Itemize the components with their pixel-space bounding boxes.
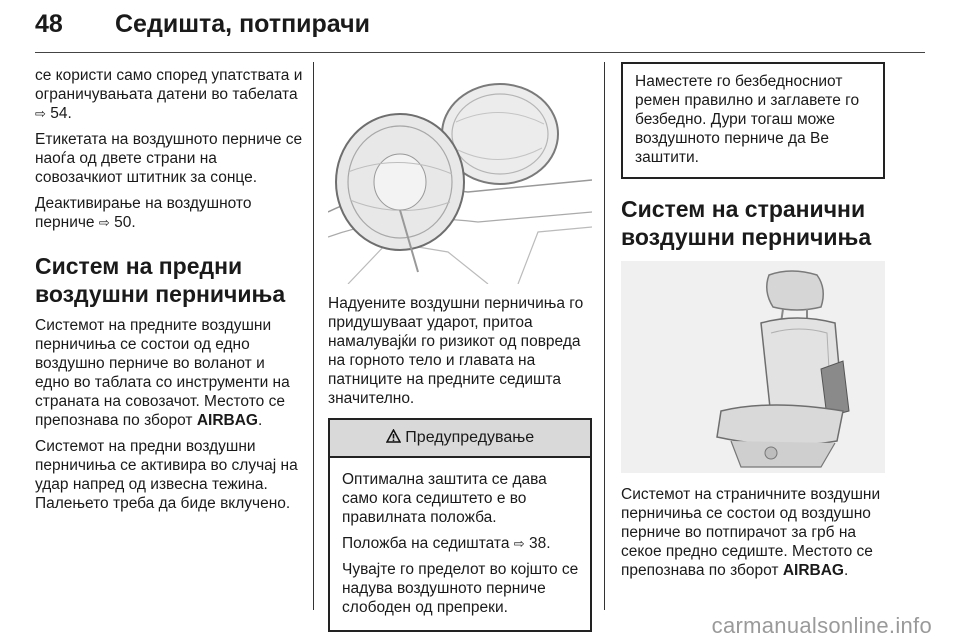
header-divider xyxy=(35,52,925,53)
warning-body xyxy=(330,458,590,630)
paragraph-side-airbag-description: Системот на страничните воздушни перничиња се состои од воздушно перниче во потпирачот за грб на секое предно седиште. Местото се препознава по зборот AIRBAG. xyxy=(621,486,881,579)
page-title: Седишта, потпирачи xyxy=(115,10,370,38)
page-reference[interactable]: 50 xyxy=(114,214,132,231)
column-1 xyxy=(35,66,303,520)
page-number: 48 xyxy=(35,10,63,38)
reference-arrow-icon: ⇨ xyxy=(35,106,46,121)
warning-paragraph-obstructions: Чувајте го пределот во којшто се надува воздушното перниче слободен од препреки. xyxy=(342,561,579,616)
column-2 xyxy=(328,62,592,632)
warning-header xyxy=(330,420,590,458)
column-divider-1 xyxy=(313,62,314,610)
section-heading-front-airbags: Систем на предни воздушни перничиња xyxy=(35,253,286,307)
watermark: carmanualsonline.info xyxy=(711,613,932,638)
warning-paragraph-seat-position: Положба на седиштата ⇨ 38. xyxy=(342,535,551,552)
warning-triangle-icon xyxy=(386,429,401,443)
section-heading-side-airbags: Систем на странични воздушни перничиња xyxy=(621,196,872,250)
reference-arrow-icon: ⇨ xyxy=(98,215,110,230)
seat-side-airbag-image xyxy=(621,261,885,473)
column-3 xyxy=(621,62,885,587)
reference-arrow-icon: ⇨ xyxy=(513,536,525,551)
warning-box xyxy=(328,418,592,632)
paragraph-front-airbag-activation: Системот на предни воздушни перничиња се активира во случај на удар напред од извесна тежина. Палењето треба да биде вклучено. xyxy=(35,438,298,512)
paragraph-label-location: Етикетата на воздушното перниче се наоѓа од двете страни на совозачкиот штитник за сонце. xyxy=(35,131,303,186)
paragraph-front-airbag-description: Системот на предните воздушни перничиња се состои од едно воздушно перниче во воланот и едно во таблата со инструменти на страната на совозачот. Местото се препознава по зборот AIRBAG. xyxy=(35,317,290,429)
front-airbags-illustration xyxy=(328,62,592,284)
paragraph-deactivation: Деактивирање на воздушното перниче ⇨ 50. xyxy=(35,195,252,231)
side-airbag-illustration xyxy=(621,261,885,473)
column-divider-2 xyxy=(604,62,605,610)
warning-paragraph-protection: Оптимална заштита се дава само кога седиштето е во правилната положба. xyxy=(342,471,547,526)
airbag-keyword: AIRBAG xyxy=(782,562,844,579)
page-reference[interactable]: 38 xyxy=(529,535,547,552)
seatbelt-note-text: Наместете го безбедносниот ремен правилно и заглавете го безбедно. Дури тогаш може воздушното перниче да Ве заштити. xyxy=(635,73,860,166)
page-header xyxy=(35,4,925,48)
airbag-keyword: AIRBAG xyxy=(196,412,258,429)
warning-title: Предупредување xyxy=(405,429,535,446)
page-reference[interactable]: 54 xyxy=(50,105,68,122)
illustration-caption: Надуените воздушни перничиња го придушуваат ударот, притоа намалувајќи го ризикот од повреда на горното тело и главата на патниците на предните седишта значително. xyxy=(328,295,584,407)
inflated-front-airbags-image xyxy=(328,62,592,284)
paragraph-table-usage: се користи само според упатствата и ограничувањата датени во табелата ⇨ 54. xyxy=(35,67,303,122)
seatbelt-note-box xyxy=(621,62,885,179)
